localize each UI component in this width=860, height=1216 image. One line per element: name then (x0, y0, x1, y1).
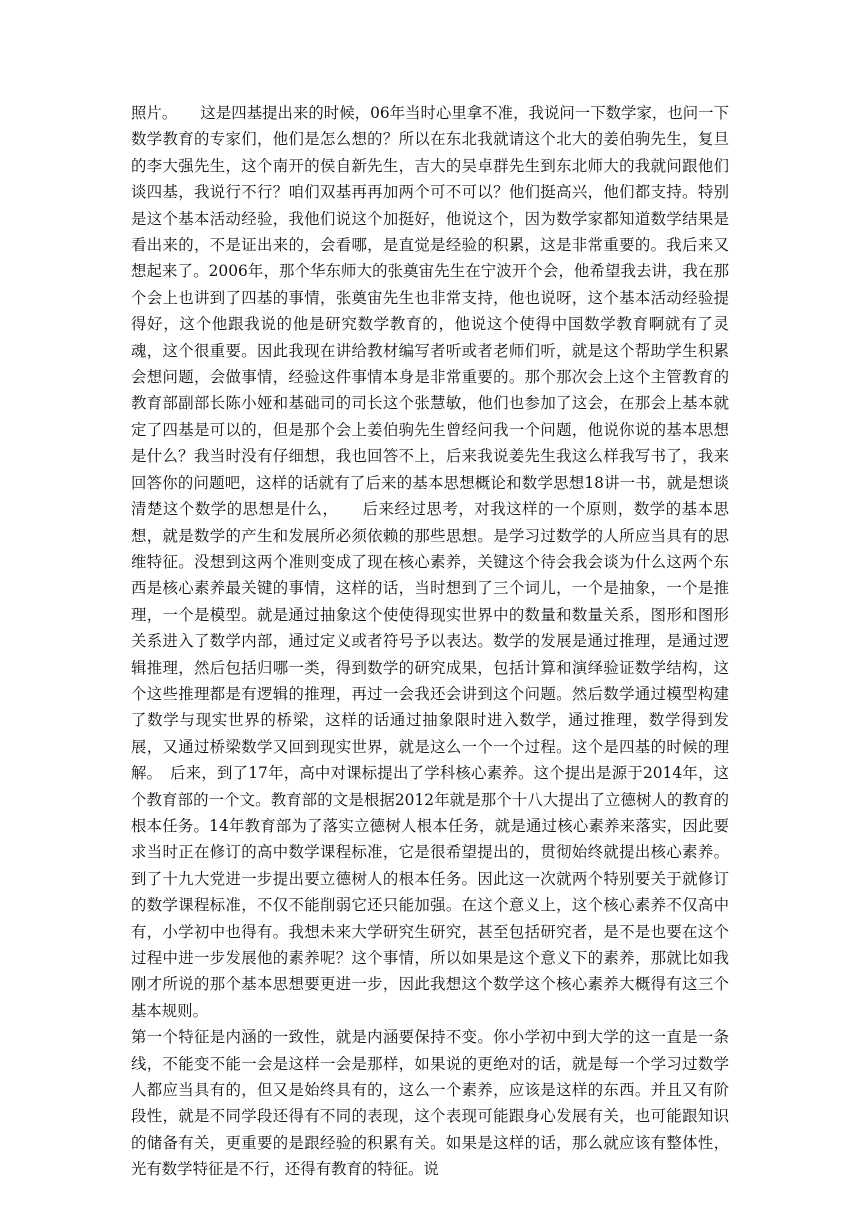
body-paragraph-1: 照片。 这是四基提出来的时候，06年当时心里拿不准，我说问一下数学家，也问一下数学教育的专家们，他们是怎么想的？所以在东北我就请这个北大的姜伯驹先生，复旦的李大强先生，这个南开的侯自新先生，吉大的吴卓群先生到东北师大的我就问跟他们谈四基，我说行不行？咱们双基再再加两个可不可以？他们挺高兴，他们都支持。特别是这个基本活动经验，我他们说这个加挺好，他说这个，因为数学家都知道数学结果是看出来的，不是证出来的，会看哪，是直觉是经验的积累，这是非常重要的。我后来又想起来了。2006年，那个华东师大的张奠宙先生在宁波开个会，他希望我去讲，我在那个会上也讲到了四基的事情，张奠宙先生也非常支持，他也说呀，这个基本活动经验提得好，这个他跟我说的他是研究数学教育的，他说这个使得中国数学教育啊就有了灵魂，这个很重要。因此我现在讲给教材编写者听或者老师们听，就是这个帮助学生积累会想问题，会做事情，经验这件事情本身是非常重要的。那个那次会上这个主管教育的教育部副部长陈小娅和基础司的司长这个张慧敏，他们也参加了这会，在那会上基本就定了四基是可以的，但是那个会上姜伯驹先生曾经问我一个问题，他说你说的基本思想是什么？我当时没有仔细想，我也回答不上，后来我说姜先生我这么样我写书了，我来回答你的问题吧，这样的话就有了后来的基本思想概论和数学思想18讲一书，就是想谈清楚这个数学的思想是什么， 后来经过思考，对我这样的一个原则，数学的基本思想，就是数学的产生和发展所必须依赖的那些思想。是学习过数学的人所应当具有的思维特征。没想到这两个准则变成了现在核心素养，关键这个待会我会谈为什么这两个东西是核心素养最关键的事情，这样的话，当时想到了三个词儿，一个是抽象，一个是推理，一个是模型。就是通过抽象这个使使得现实世界中的数量和数量关系，图形和图形关系进入了数学内部，通过定义或者符号予以表达。数学的发展是通过推理，是通过逻辑推理，然后包括归哪一类，得到数学的研究成果，包括计算和演绎验证数学结构，这个这些推理都是有逻辑的推理，再过一会我还会讲到这个问题。然后数学通过模型构建了数学与现实世界的桥梁，这样的话通过抽象限时进入数学，通过推理，数学得到发展，又通过桥梁数学又回到现实世界，就是这么一个一个过程。这个是四基的时候的理解。 后来，到了17年，高中对课标提出了学科核心素养。这个提出是源于2014年，这个教育部的一个文。教育部的文是根据2012年就是那个十八大提出了立德树人的教育的根本任务。14年教育部为了落实立德树人根本任务，就是通过核心素养来落实，因此要求当时正在修订的高中数学课程标准，它是很希望提出的，贯彻始终就提出核心素养。到了十九大党进一步提出要立德树人的根本任务。因此这一次就两个特别要关于就修订的数学课程标准，不仅不能削弱它还只能加强。在这个意义上，这个核心素养不仅高中有，小学初中也得有。我想未来大学研究生研究，甚至包括研究者，是不是也要在这个过程中进一步发展他的素养呢？这个事情，所以如果是这个意义下的素养，那就比如我刚才所说的那个基本思想要更进一步，因此我想这个数学这个核心素养大概得有这三个基本规则。 (131, 104, 729, 1020)
document-page (131, 100, 729, 1183)
body-paragraph-2: 第一个特征是内涵的一致性，就是内涵要保持不变。你小学初中到大学的这一直是一条线，不能变不能一会是这样一会是那样，如果说的更绝对的话，就是每一个学习过数学人都应当具有的，但又是始终具有的，这么一个素养，应该是这样的东西。并且又有阶段性，就是不同学段还得有不同的表现，这个表现可能跟身心发展有关，也可能跟知识的储备有关，更重要的是跟经验的积累有关。如果是这样的话，那么就应该有整体性，光有数学特征是不行，还得有教育的特征。说 (131, 1028, 729, 1179)
